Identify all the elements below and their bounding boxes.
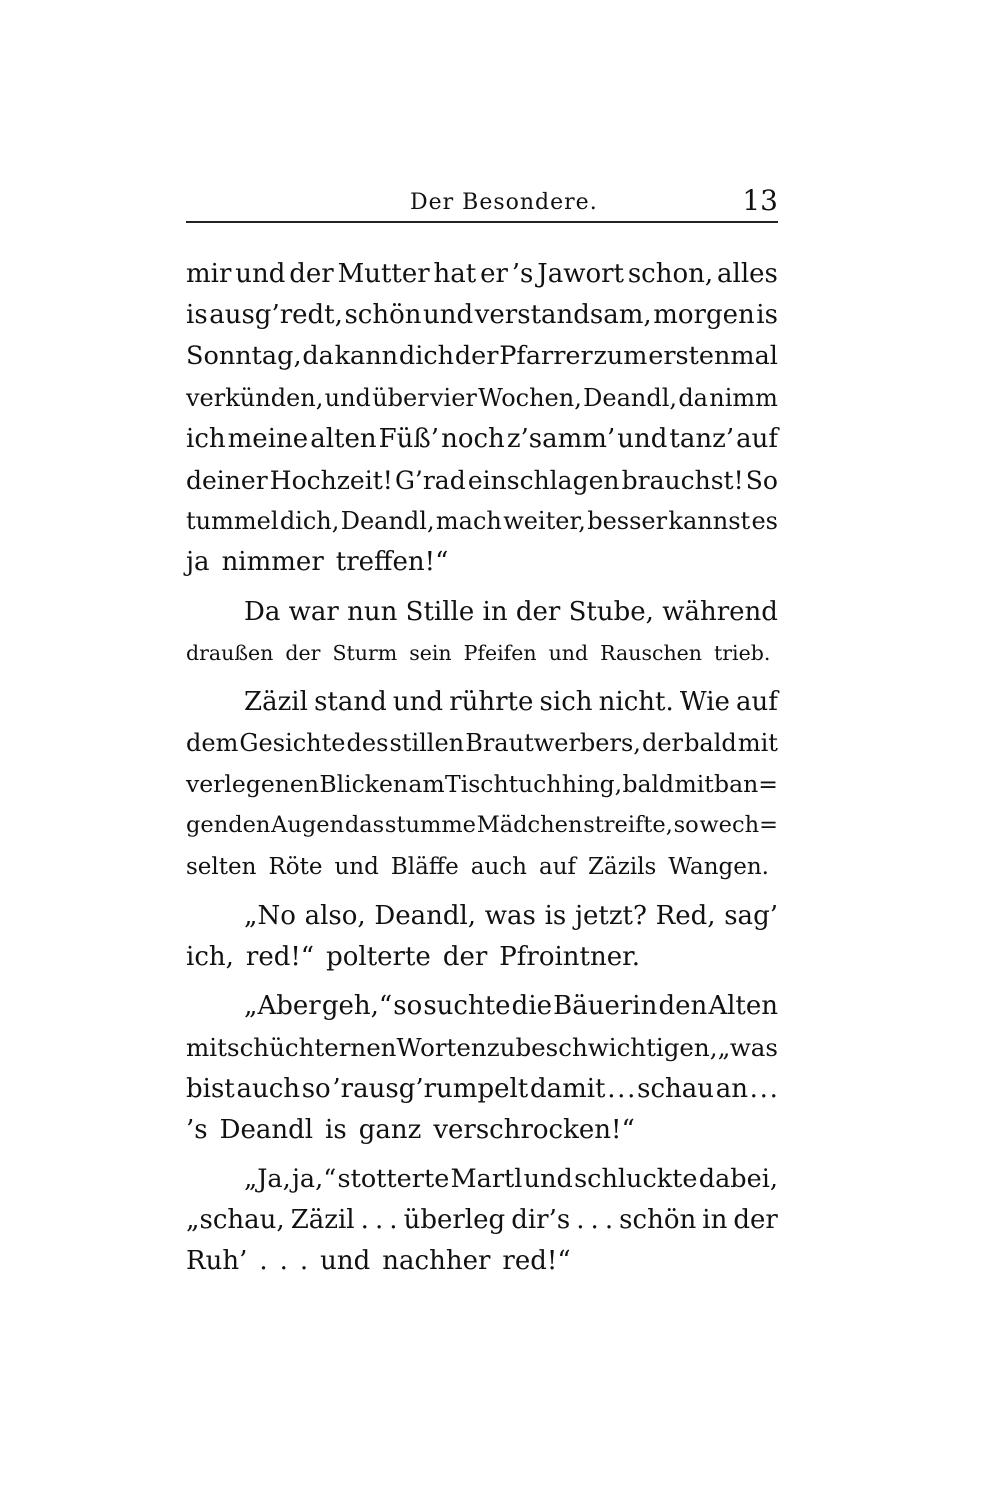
word: alles (717, 259, 778, 289)
text-line (186, 937, 778, 978)
word: Wangen. (668, 853, 769, 880)
word: Sturm (332, 640, 398, 665)
word: So (745, 465, 778, 495)
word: der (285, 640, 321, 665)
word: Tischtuch (445, 770, 562, 799)
word: Da (244, 596, 281, 627)
word: kannst (668, 507, 751, 536)
word: Deandl (219, 1114, 314, 1145)
paragraph (186, 986, 778, 1151)
word: . (360, 1205, 369, 1236)
word: der (641, 729, 684, 758)
word: kann (334, 341, 399, 372)
word: Deandl, (340, 507, 435, 536)
text-line (186, 847, 778, 888)
word: hing, (561, 770, 623, 799)
text-line (186, 592, 778, 633)
text-line (186, 1241, 778, 1282)
word: beschwichtigen, (515, 1033, 718, 1063)
word: Zäzils (588, 853, 657, 880)
word: z’samm’ (506, 423, 616, 454)
word: . (607, 1073, 616, 1104)
word: sein (409, 640, 452, 665)
word: ’rausg’rumpelt (332, 1073, 529, 1104)
word: . (590, 1205, 599, 1236)
word: und (523, 1163, 573, 1194)
word: der (442, 942, 488, 972)
word: ’s (186, 1114, 208, 1145)
word: „Ja, (244, 1163, 291, 1194)
word: ganz (358, 1114, 422, 1145)
word: und (235, 259, 286, 289)
text-line (186, 633, 778, 674)
running-title: Der Besondere. (410, 190, 598, 215)
word: verkünden, (186, 383, 324, 412)
text-line (186, 378, 778, 419)
word: . (279, 1246, 288, 1277)
word: schau (637, 1073, 715, 1104)
paragraph (186, 682, 778, 888)
word: auch (470, 853, 527, 880)
word: mach (435, 507, 502, 536)
word: nimmer (221, 547, 324, 578)
paragraph-gap (186, 978, 778, 986)
word: Pfarrer (499, 341, 593, 372)
word: war (288, 596, 339, 627)
word: ban= (714, 770, 778, 799)
running-head (186, 178, 778, 222)
word: „schau, (186, 1205, 285, 1236)
word: bist (186, 1073, 235, 1104)
text-line (186, 501, 778, 542)
word: . (749, 1073, 758, 1104)
text-line (186, 1069, 778, 1110)
word: ja (186, 547, 210, 578)
word: ich, (186, 942, 234, 972)
word: stillen (389, 729, 465, 758)
paragraph (186, 592, 778, 674)
word: ausg’redt, (209, 300, 343, 331)
word: verschrocken!“ (433, 1114, 635, 1145)
word: genden (186, 812, 271, 839)
word: Augen (271, 812, 345, 839)
word: . (389, 1205, 398, 1236)
word: sag’ (724, 900, 778, 931)
word: besser (587, 507, 668, 536)
word: Zäzil (244, 686, 308, 717)
paragraph-gap (186, 1151, 778, 1159)
word: Worten (396, 1033, 487, 1063)
word: Gesichte (239, 729, 346, 758)
word: bald (622, 770, 675, 799)
word: Füß’ (378, 423, 440, 454)
word: Wie (679, 686, 730, 717)
word: der (733, 1205, 778, 1236)
word: Brautwerbers, (465, 729, 641, 758)
word: geh,“ (321, 991, 393, 1022)
word: Alten (708, 991, 778, 1022)
word: Bäuerin (553, 991, 658, 1022)
word: da (302, 341, 334, 372)
word: so (393, 991, 423, 1022)
word: . (769, 1073, 778, 1104)
word: stotterte (337, 1163, 450, 1194)
text-line (186, 419, 778, 460)
word: . (259, 1246, 268, 1277)
word: is (756, 300, 778, 331)
word: nimm (709, 383, 778, 412)
word: und (334, 853, 379, 880)
word: mit (737, 729, 778, 758)
paragraph-gap (186, 584, 778, 592)
word: verlegenen (186, 770, 319, 799)
word: auf (736, 686, 778, 717)
paragraph (186, 1159, 778, 1283)
word: dich (398, 341, 455, 372)
word: bald (684, 729, 737, 758)
text-line (186, 805, 778, 846)
word: alten (310, 423, 377, 454)
word: Wochen, (478, 383, 582, 412)
word: ich (186, 423, 226, 454)
word: Jawort (537, 259, 624, 289)
word: Blicken (319, 770, 409, 799)
word: Sonntag, (186, 341, 302, 372)
word: selten (186, 853, 257, 880)
text-line (186, 1027, 778, 1068)
text-line (186, 254, 778, 295)
word: morgen (653, 300, 755, 331)
word: der (515, 596, 561, 627)
word: schön (344, 300, 422, 331)
word: . (627, 1073, 636, 1104)
word: tanz’ (669, 423, 735, 454)
word: und (423, 300, 474, 331)
word: auf (538, 853, 577, 880)
word: „was (717, 1033, 778, 1063)
word: über (372, 383, 429, 412)
word: is (186, 300, 208, 331)
word: trieb. (714, 640, 771, 665)
word: überleg (403, 1205, 506, 1236)
word: zu (486, 1033, 516, 1063)
text-line (186, 1159, 778, 1200)
word: schluckte (574, 1163, 698, 1194)
word: der (289, 259, 334, 289)
word: red!“ (502, 1246, 571, 1277)
word: . (374, 1205, 384, 1236)
text-line (186, 1110, 778, 1151)
word: Ruh’ (186, 1246, 248, 1277)
text-line (186, 460, 778, 501)
word: und (617, 423, 668, 454)
word: stand (314, 686, 387, 717)
word: deiner (186, 465, 268, 495)
word: an (715, 1073, 748, 1104)
word: und (324, 383, 371, 412)
word: während (662, 596, 778, 627)
word: wech= (699, 812, 778, 839)
word: was (484, 900, 536, 931)
word: . (576, 1205, 585, 1236)
word: Rauschen (600, 640, 703, 665)
word: „No (244, 900, 296, 931)
word: jetzt? (574, 900, 647, 931)
word: Hochzeit! (269, 465, 393, 495)
word: „Aber (244, 991, 321, 1022)
word: dich, (279, 507, 340, 536)
word: treffen!“ (335, 547, 449, 578)
word: einschlagen (467, 465, 620, 495)
word: der (454, 341, 499, 372)
word: dem (186, 729, 239, 758)
word: und (392, 686, 444, 717)
word: red!“ (245, 942, 315, 972)
header-rule (186, 221, 778, 223)
word: in (702, 1205, 728, 1236)
word: meine (227, 423, 309, 454)
word: nun (347, 596, 398, 627)
word: Deandl, (374, 900, 477, 931)
word: Mädchen (476, 812, 583, 839)
word: dabei, (698, 1163, 778, 1194)
paragraph (186, 254, 778, 584)
word: . (617, 1073, 626, 1104)
word: er (480, 259, 508, 289)
word: . (299, 1246, 309, 1277)
word: Stube, (568, 596, 654, 627)
word: . (604, 1205, 614, 1236)
word: da (678, 383, 708, 412)
word: hat (433, 259, 477, 289)
word: tummel (186, 507, 279, 536)
text-line (186, 295, 778, 336)
word: ’s (511, 259, 534, 289)
word: damit (529, 1073, 606, 1104)
word: dir’s (511, 1205, 571, 1236)
text-line (186, 896, 778, 937)
text-line (186, 1200, 778, 1241)
word: suchte (423, 991, 511, 1022)
word: den (658, 991, 708, 1022)
text-line (186, 542, 778, 583)
word: zum (593, 341, 648, 372)
word: . (759, 1073, 768, 1104)
word: ja,“ (291, 1163, 337, 1194)
word: erstenmal (648, 341, 778, 372)
word: am (408, 770, 445, 799)
word: Bläffe (390, 853, 459, 880)
word: schön (619, 1205, 697, 1236)
word: also, (304, 900, 366, 931)
text-line (186, 682, 778, 723)
paragraph-gap (186, 674, 778, 682)
word: brauchst! (621, 465, 744, 495)
word: G’rad (394, 465, 466, 495)
word: mit (674, 770, 714, 799)
word: in (482, 596, 508, 627)
text-line (186, 723, 778, 764)
word: mir (186, 259, 232, 289)
word: auch (236, 1073, 301, 1104)
word: is (325, 1114, 347, 1145)
body-text (186, 254, 778, 1283)
word: und (320, 1246, 371, 1277)
word: sich (539, 686, 593, 717)
word: schüchternen (227, 1033, 397, 1063)
word: Mutter (337, 259, 430, 289)
word: schon, (627, 259, 714, 289)
word: Red, (655, 900, 716, 931)
word: so (301, 1073, 331, 1104)
word: Röte (268, 853, 323, 880)
word: draußen (186, 640, 274, 665)
word: vier (429, 383, 477, 412)
text-line (186, 764, 778, 805)
word: Martl (450, 1163, 523, 1194)
word: rührte (449, 686, 534, 717)
word: nicht. (598, 686, 674, 717)
word: weiter, (503, 507, 586, 536)
word: das (344, 812, 385, 839)
word: noch (441, 423, 505, 454)
word: Pfeifen (463, 640, 537, 665)
word: mit (186, 1033, 227, 1063)
page-number: 13 (742, 184, 778, 217)
word: nachher (382, 1246, 491, 1277)
word: die (511, 991, 553, 1022)
word: verstandsam, (474, 300, 652, 331)
paragraph-gap (186, 888, 778, 896)
word: Pfrointner. (499, 942, 640, 972)
paragraph (186, 896, 778, 978)
text-line (186, 336, 778, 377)
word: stumme (384, 812, 476, 839)
word: und (548, 640, 589, 665)
word: es (751, 507, 778, 536)
word: is (544, 900, 567, 931)
word: Deandl, (583, 383, 678, 412)
text-line (186, 986, 778, 1027)
word: polterte (326, 942, 431, 972)
word: Stille (405, 596, 475, 627)
word: auf (736, 423, 778, 454)
word: Zäzil (290, 1205, 355, 1236)
word: streifte, (583, 812, 673, 839)
word: des (346, 729, 389, 758)
word: so (673, 812, 699, 839)
